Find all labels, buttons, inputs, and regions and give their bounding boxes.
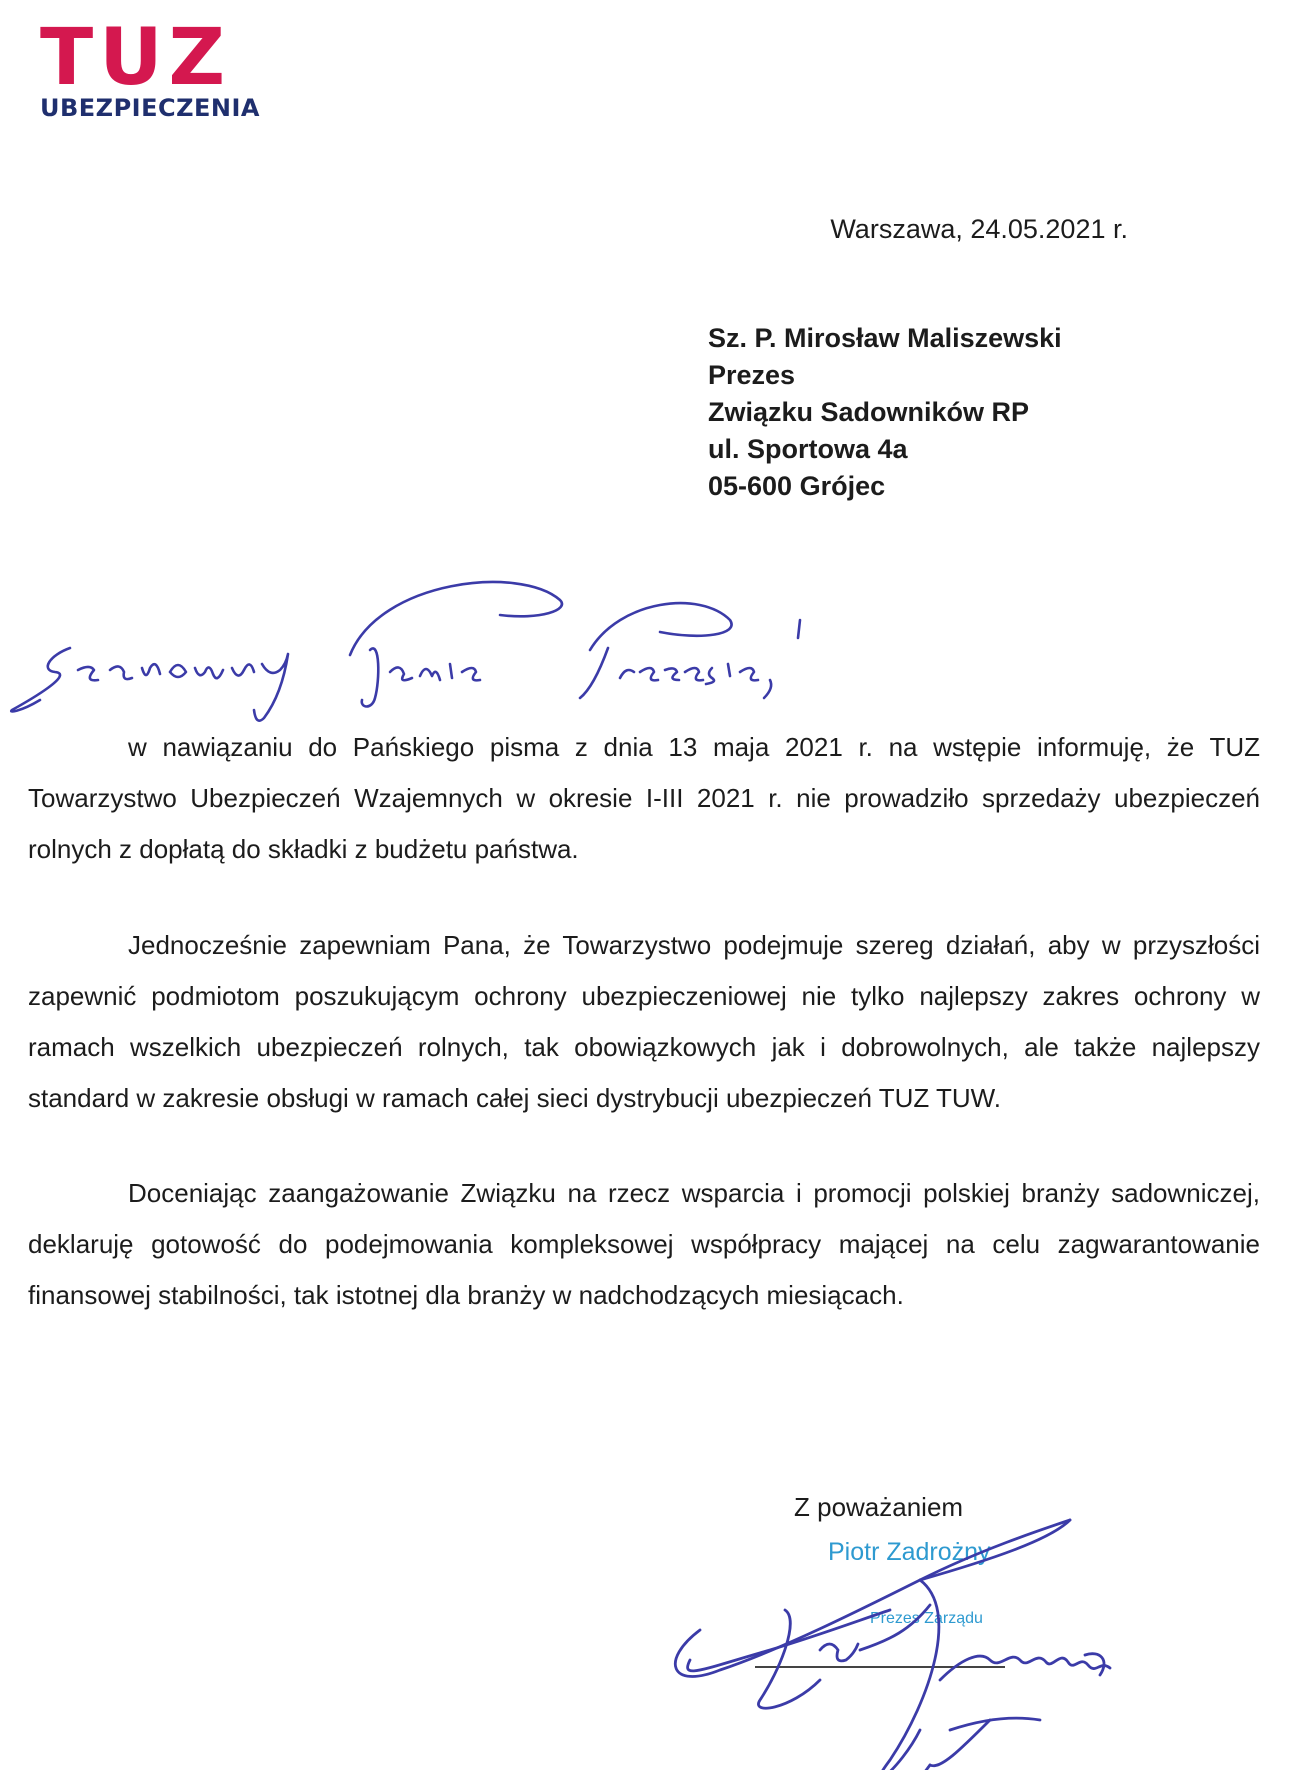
company-logo bbox=[40, 13, 290, 122]
letter-date: Warszawa, 24.05.2021 r. bbox=[830, 214, 1128, 244]
handwritten-signature bbox=[660, 1500, 1180, 1770]
stamp-signatory-title: Prezes Zarządu bbox=[870, 1610, 983, 1627]
closing-phrase: Z poważaniem bbox=[794, 1492, 964, 1522]
stamp-signatory-name: Piotr Zadrożny bbox=[828, 1538, 991, 1566]
recipient-name: Sz. P. Mirosław Maliszewski bbox=[708, 323, 1062, 353]
recipient-city: 05-600 Grójec bbox=[708, 471, 886, 501]
paragraph-3: Doceniając zaangażowanie Związku na rzecz wsparcia i promocji polskiej branży sadowniczej, deklaruję gotowość do podejmowania kompleksowej współpracy mającej na celu zagwarantowanie finansowej stabilności, tak istotnej dla branży w nadchodzących miesiącach. bbox=[28, 1178, 1260, 1310]
recipient-street: ul. Sportowa 4a bbox=[708, 434, 908, 464]
recipient-address bbox=[708, 320, 1062, 505]
logo-wordmark: TUZ bbox=[40, 13, 232, 103]
recipient-organization: Związku Sadowników RP bbox=[708, 397, 1030, 427]
paragraph-2: Jednocześnie zapewniam Pana, że Towarzystwo podejmuje szereg działań, aby w przyszłości zapewnić podmiotom poszukującym ochrony ubezpieczeniowej nie tylko najlepszy zakres ochrony w ramach wszelkich ubezpieczeń rolnych, tak obowiązkowych jak i dobrowolnych, ale także najlepszy standard w zakresie obsługi w ramach całej sieci dystrybucji ubezpieczeń TUZ TUW. bbox=[28, 930, 1260, 1113]
paragraph-1: w nawiązaniu do Pańskiego pisma z dnia 13 maja 2021 r. na wstępie informuję, że TUZ Towarzystwo Ubezpieczeń Wzajemnych w okresie I-III 2021 r. nie prowadziło sprzedaży ubezpieczeń rolnych z dopłatą do składki z budżetu państwa. bbox=[28, 732, 1260, 864]
logo-subtitle: UBEZPIECZENIA bbox=[40, 94, 260, 122]
handwritten-greeting bbox=[0, 560, 900, 730]
recipient-position: Prezes bbox=[708, 360, 796, 390]
